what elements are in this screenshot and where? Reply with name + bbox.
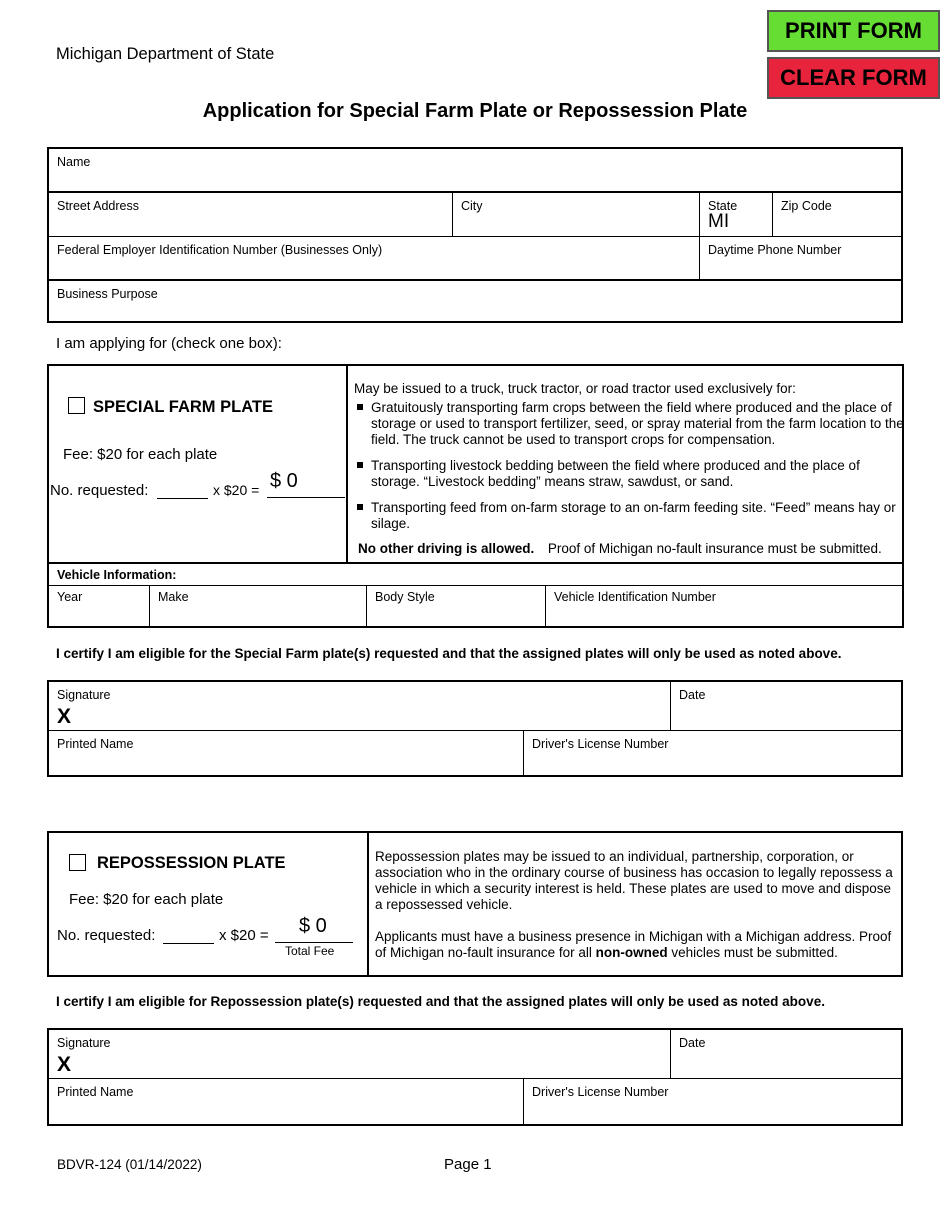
farm-use-list [354, 400, 904, 542]
farm-restriction-line [358, 541, 882, 556]
agency-name: Michigan Department of State [56, 45, 275, 63]
zip-code-label: Zip Code [781, 199, 832, 213]
repossession-plate-box [47, 831, 903, 977]
farm-use-item: Transporting livestock bedding between the field where produced and the place of storage. “Livestock bedding” means straw, sawdust, or sand. [354, 458, 904, 490]
farm-dl-number-label: Driver's License Number [532, 737, 669, 751]
vehicle-year-label: Year [57, 590, 83, 604]
farm-printed-name-label: Printed Name [57, 737, 134, 751]
street-address-label: Street Address [57, 199, 139, 213]
repo-date-label: Date [679, 1036, 706, 1050]
farm-signature-mark: X [57, 705, 72, 728]
business-purpose-label: Business Purpose [57, 287, 158, 301]
page-number: Page 1 [444, 1156, 492, 1173]
farm-insurance-text: Proof of Michigan no-fault insurance must be submitted. [547, 541, 882, 556]
street-address-field[interactable] [49, 193, 453, 236]
farm-dl-number-field[interactable] [524, 731, 901, 775]
vehicle-year-field[interactable] [49, 586, 149, 626]
vehicle-vin-label: Vehicle Identification Number [554, 590, 716, 604]
special-farm-plate-checkbox[interactable] [68, 397, 85, 414]
business-purpose-field[interactable] [49, 281, 901, 321]
farm-signature-field[interactable] [49, 682, 670, 730]
clear-form-button[interactable]: CLEAR FORM [767, 57, 940, 99]
special-farm-plate-box [47, 364, 904, 628]
state-label: State [708, 199, 738, 213]
repo-total-value: $ 0 [299, 915, 327, 937]
vehicle-info-label: Vehicle Information: [57, 568, 177, 582]
print-form-button[interactable]: PRINT FORM [767, 10, 940, 52]
repo-signature-field[interactable] [49, 1030, 670, 1078]
repo-dl-number-label: Driver's License Number [532, 1085, 669, 1099]
fein-label: Federal Employer Identification Number (Businesses Only) [57, 243, 383, 257]
farm-date-field[interactable] [671, 682, 901, 730]
applicant-info-box [47, 147, 903, 323]
page-title: Application for Special Farm Plate or Repossession Plate [202, 100, 748, 122]
repo-total-field [275, 915, 353, 943]
repo-no-requested-label: No. requested: [57, 927, 156, 944]
repo-date-field[interactable] [671, 1030, 901, 1078]
form-id: BDVR-124 (01/14/2022) [57, 1157, 202, 1172]
repossession-plate-checkbox[interactable] [69, 854, 86, 871]
daytime-phone-label: Daytime Phone Number [708, 243, 842, 257]
farm-intro-text: May be issued to a truck, truck tractor, or road tractor used exclusively for: [354, 381, 796, 396]
no-other-driving-text: No other driving is allowed. [358, 541, 535, 556]
repo-certify-text: I certify I am eligible for Repossession plate(s) requested and that the assigned plates will only be used as noted above. [56, 994, 825, 1009]
repo-total-caption: Total Fee [285, 944, 335, 958]
state-field[interactable] [700, 193, 772, 236]
vehicle-body-style-field[interactable] [367, 586, 545, 626]
daytime-phone-field[interactable] [700, 237, 901, 279]
farm-printed-name-field[interactable] [49, 731, 523, 775]
repo-printed-name-label: Printed Name [57, 1085, 134, 1099]
applying-for-text: I am applying for (check one box): [56, 335, 282, 352]
repo-multiplier-text: x $20 = [219, 927, 269, 944]
repo-requirements: Applicants must have a business presence in Michigan with a Michigan address. Proof of Michigan no-fault insurance for all non-owned vehicles must be submitted. [375, 929, 892, 960]
name-field[interactable] [49, 149, 901, 192]
vehicle-make-label: Make [158, 590, 189, 604]
name-label: Name [57, 155, 91, 169]
farm-date-label: Date [679, 688, 706, 702]
farm-total-value: $ 0 [270, 470, 298, 492]
repo-signature-mark: X [57, 1053, 72, 1076]
repo-no-requested-input[interactable] [163, 927, 214, 944]
state-value: MI [708, 211, 730, 232]
farm-certify-text: I certify I am eligible for the Special Farm plate(s) requested and that the assigned plates will only be used as noted above. [56, 646, 842, 661]
repo-dl-number-field[interactable] [524, 1079, 901, 1124]
vehicle-make-field[interactable] [150, 586, 366, 626]
farm-no-requested-input[interactable] [157, 482, 208, 499]
repo-signature-box [47, 1028, 903, 1126]
farm-total-field [267, 470, 345, 498]
vehicle-body-style-label: Body Style [375, 590, 435, 604]
farm-multiplier-text: x $20 = [213, 482, 260, 498]
city-field[interactable] [453, 193, 699, 236]
city-label: City [461, 199, 483, 213]
repo-signature-label: Signature [57, 1036, 111, 1050]
farm-fee-text: Fee: $20 for each plate [63, 446, 218, 463]
repo-description: Repossession plates may be issued to an individual, partnership, corporation, or association who in the ordinary course of business has occasion to legally repossess a vehicle in which a security interest is held. These plates are used to move and dispose a repossessed vehicle. [375, 849, 893, 912]
special-farm-plate-title: SPECIAL FARM PLATE [93, 398, 273, 416]
farm-signature-label: Signature [57, 688, 111, 702]
repossession-plate-title: REPOSSESSION PLATE [97, 854, 286, 872]
vehicle-vin-field[interactable] [546, 586, 902, 626]
farm-use-item: Transporting feed from on-farm storage to an on-farm feeding site. “Feed” means hay or silage. [354, 500, 904, 532]
repo-fee-text: Fee: $20 for each plate [69, 891, 224, 908]
farm-no-requested-label: No. requested: [50, 482, 149, 499]
farm-use-item: Gratuitously transporting farm crops between the field where produced and the place of storage or used to transport fertilizer, seed, or spray material from the farm location to the field. The truck cannot be used to transport crops for compensation. [354, 400, 904, 448]
farm-signature-box [47, 680, 903, 777]
fein-field[interactable] [49, 237, 699, 279]
zip-code-field[interactable] [773, 193, 901, 236]
repo-printed-name-field[interactable] [49, 1079, 523, 1124]
